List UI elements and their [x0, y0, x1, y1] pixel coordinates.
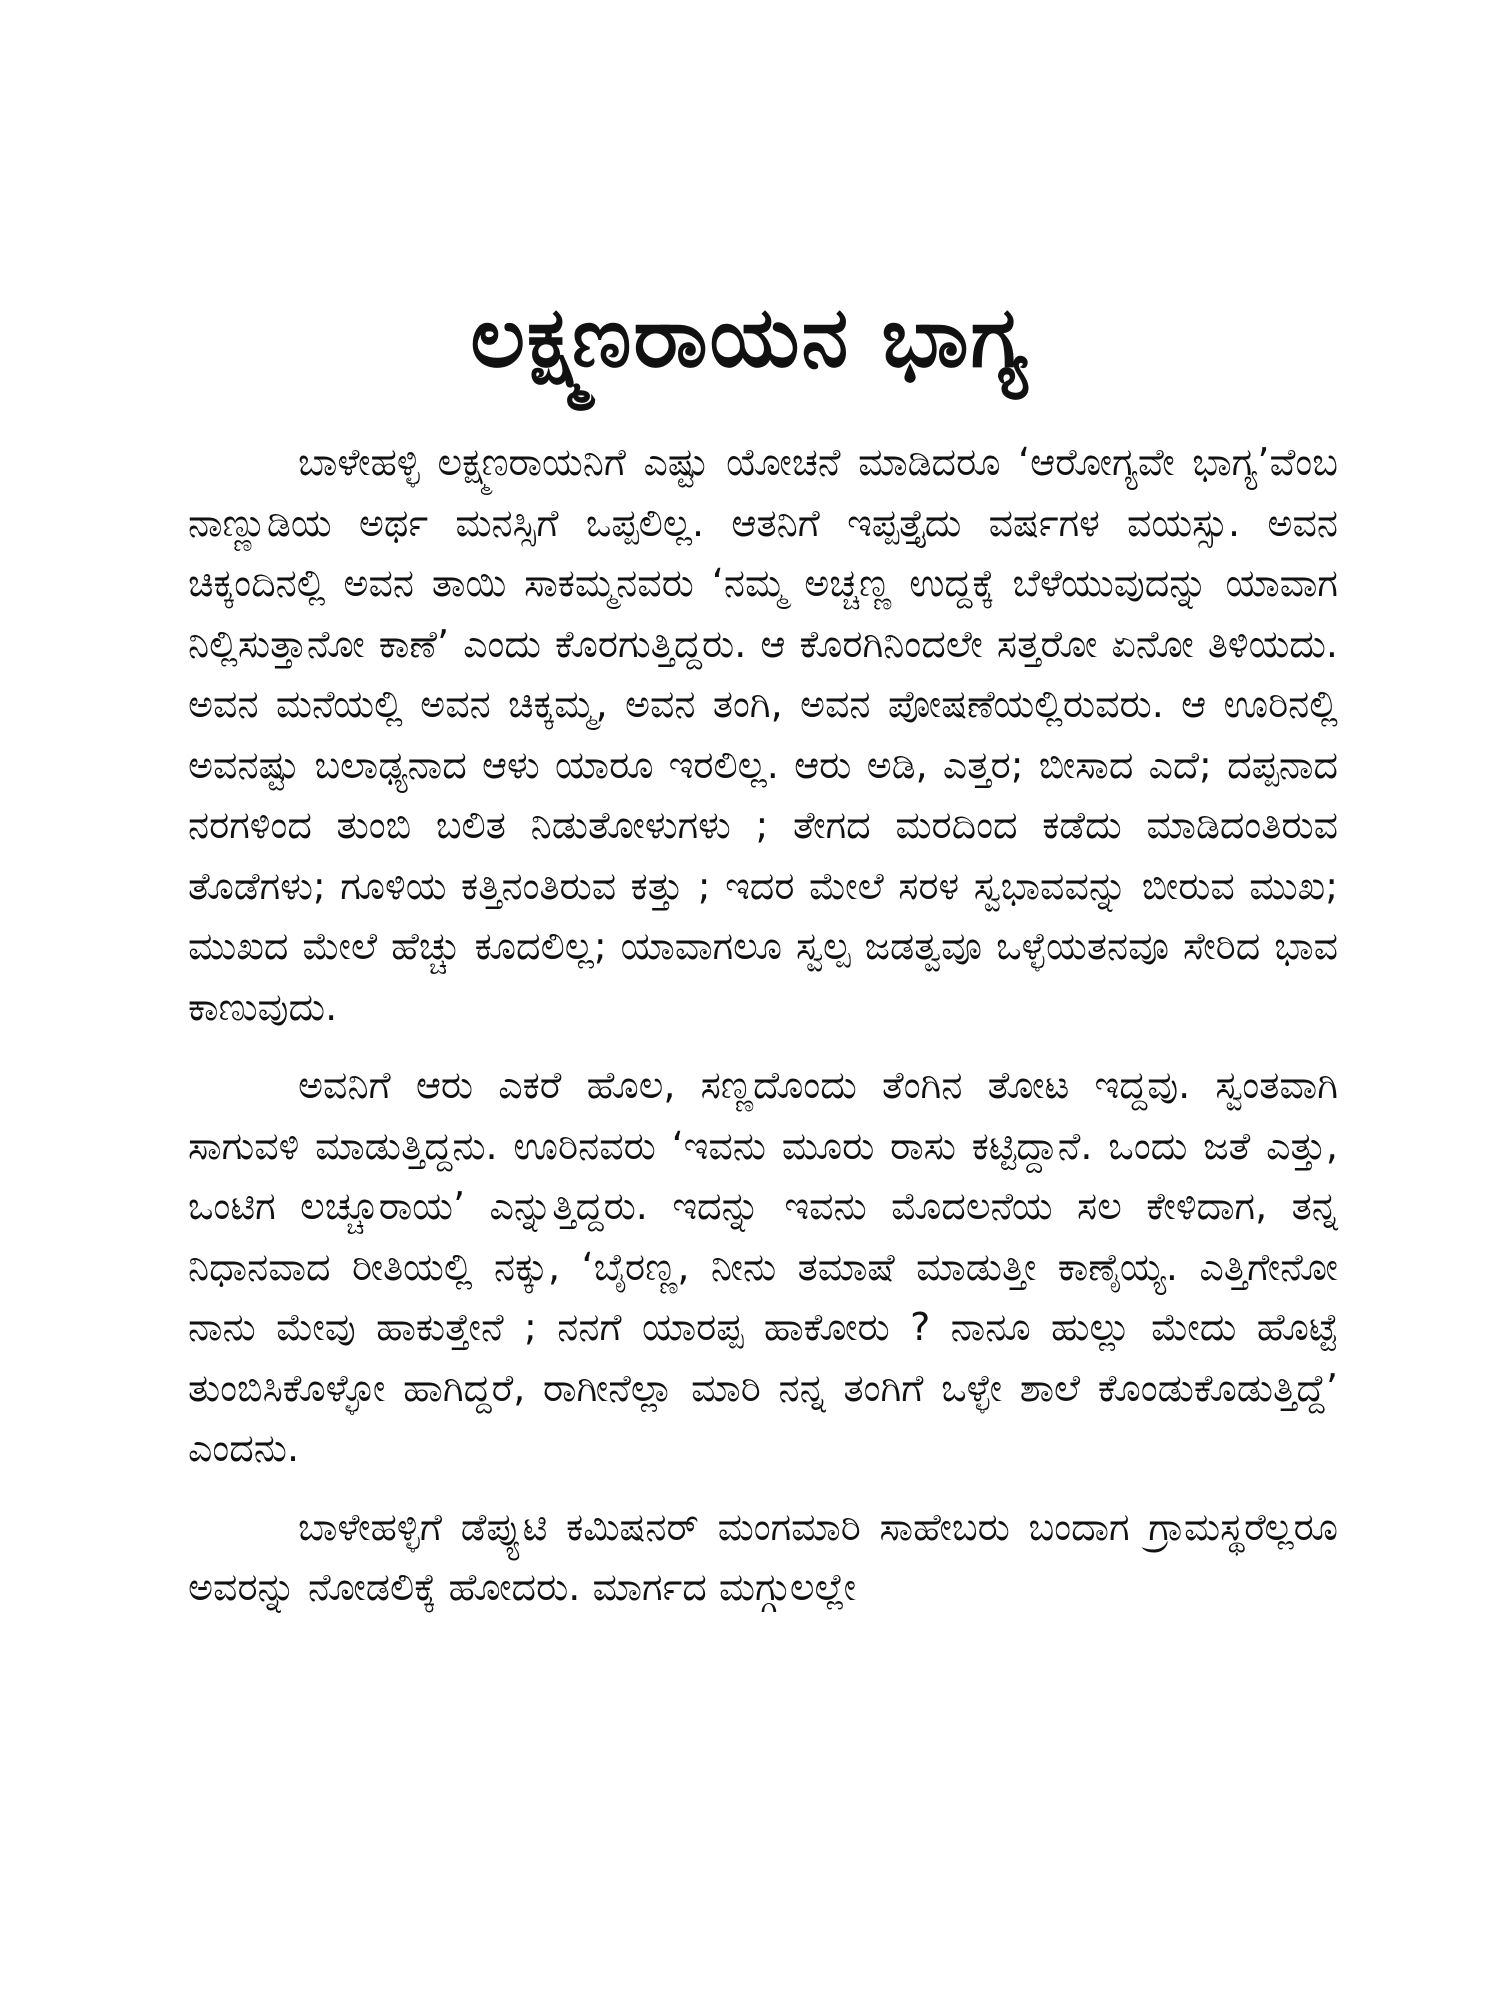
story-title: ಲಕ್ಷ್ಮಣರಾಯನ ಭಾಗ್ಯ [470, 288, 1030, 386]
story-body [188, 432, 1338, 1618]
paragraph-2: ಅವನಿಗೆ ಆರು ಎಕರೆ ಹೊಲ, ಸಣ್ಣದೊಂದು ತೆಂಗಿನ ತೋಟ ಇದ್ದವು. ಸ್ವಂತವಾಗಿ ಸಾಗುವಳಿ ಮಾಡುತ್ತಿದ್ದನು. ಊರಿನವರು ‘ಇವನು ಮೂರು ರಾಸು ಕಟ್ಟಿದ್ದಾನೆ. ಒಂದು ಜತೆ ಎತ್ತು, ಒಂಟಿಗ ಲಚ್ಚೂರಾಯ’ ಎನ್ನುತ್ತಿದ್ದರು. ಇದನ್ನು ಇವನು ಮೊದಲನೆಯ ಸಲ ಕೇಳಿದಾಗ, ತನ್ನ ನಿಧಾನವಾದ ರೀತಿಯಲ್ಲಿ ನಕ್ಕು, ‘ಬೈರಣ್ಣ, ನೀನು ತಮಾಷೆ ಮಾಡುತ್ತೀ ಕಾಣೈಯ್ಯ. ಎತ್ತಿಗೇನೋ ನಾನು ಮೇವು ಹಾಕುತ್ತೇನೆ ; ನನಗೆ ಯಾರಪ್ಪ ಹಾಕೋರು ? ನಾನೂ ಹುಲ್ಲು ಮೇದು ಹೊಟ್ಟೆ ತುಂಬಿಸಿಕೊಳ್ಳೋ ಹಾಗಿದ್ದರೆ, ರಾಗೀನೆಲ್ಲಾ ಮಾರಿ ನನ್ನ ತಂಗಿಗೆ ಒಳ್ಳೇ ಶಾಲೆ ಕೊಂಡುಕೊಡುತ್ತಿದ್ದೆ’ ಎಂದನು. [188, 1063, 1338, 1470]
paragraph-3: ಬಾಳೇಹಳ್ಳಿಗೆ ಡೆಪ್ಯುಟಿ ಕಮಿಷನರ್ ಮಂಗಮಾರಿ ಸಾಹೇಬರು ಬಂದಾಗ ಗ್ರಾಮಸ್ಥರೆಲ್ಲರೂ ಅವರನ್ನು ನೋಡಲಿಕ್ಕೆ ಹೋದರು. ಮಾರ್ಗದ ಮಗ್ಗುಲಲ್ಲೇ [188, 1504, 1338, 1609]
paragraph-1: ಬಾಳೇಹಳ್ಳಿ ಲಕ್ಷ್ಮಣರಾಯನಿಗೆ ಎಷ್ಟು ಯೋಚನೆ ಮಾಡಿದರೂ ‘ಆರೋಗ್ಯವೇ ಭಾಗ್ಯ’ವೆಂಬ ನಾಣ್ಣುಡಿಯ ಅರ್ಥ ಮನಸ್ಸಿಗೆ ಒಪ್ಪಲಿಲ್ಲ. ಆತನಿಗೆ ಇಪ್ಪತ್ತೈದು ವರ್ಷಗಳ ವಯಸ್ಸು. ಅವನ ಚಿಕ್ಕಂದಿನಲ್ಲಿ ಅವನ ತಾಯಿ ಸಾಕಮ್ಮನವರು ‘ನಮ್ಮ ಅಚ್ಚಣ್ಣ ಉದ್ದಕ್ಕೆ ಬೆಳೆಯುವುದನ್ನು ಯಾವಾಗ ನಿಲ್ಲಿಸುತ್ತಾನೋ ಕಾಣೆ’ ಎಂದು ಕೊರಗುತ್ತಿದ್ದರು. ಆ ಕೊರಗಿನಿಂದಲೇ ಸತ್ತರೋ ಏನೋ ತಿಳಿಯದು. ಅವನ ಮನೆಯಲ್ಲಿ ಅವನ ಚಿಕ್ಕಮ್ಮ, ಅವನ ತಂಗಿ, ಅವನ ಪೋಷಣೆಯಲ್ಲಿರುವರು. ಆ ಊರಿನಲ್ಲಿ ಅವನಷ್ಟು ಬಲಾಢ್ಯನಾದ ಆಳು ಯಾರೂ ಇರಲಿಲ್ಲ. ಆರು ಅಡಿ, ಎತ್ತರ; ಬೀಸಾದ ಎದೆ; ದಪ್ಪನಾದ ನರಗಳಿಂದ ತುಂಬಿ ಬಲಿತ ನಿಡುತೋಳುಗಳು ; ತೇಗದ ಮರದಿಂದ ಕಡೆದು ಮಾಡಿದಂತಿರುವ ತೊಡೆಗಳು; ಗೂಳಿಯ ಕತ್ತಿನಂತಿರುವ ಕತ್ತು ; ಇದರ ಮೇಲೆ ಸರಳ ಸ್ವಭಾವವನ್ನು ಬೀರುವ ಮುಖ; ಮುಖದ ಮೇಲೆ ಹೆಚ್ಚು ಕೂದಲಿಲ್ಲ; ಯಾವಾಗಲೂ ಸ್ವಲ್ಪ ಜಡತ್ವವೂ ಒಳ್ಳೆಯತನವೂ ಸೇರಿದ ಭಾವ ಕಾಣುವುದು. [188, 440, 1338, 1029]
